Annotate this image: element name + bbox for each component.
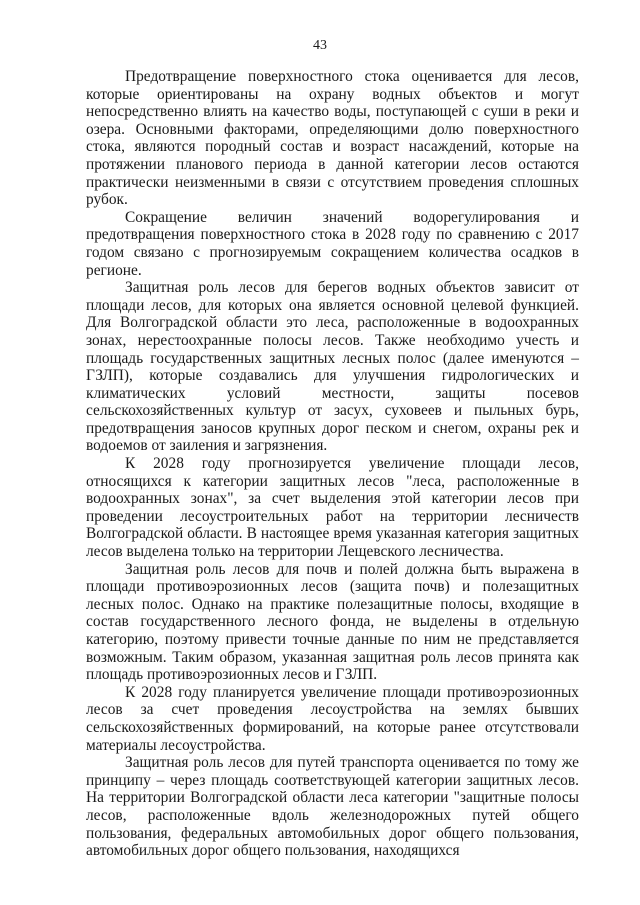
paragraph-water-protection-zones: К 2028 году прогнозируется увеличение площади лесов, относящихся к категории защитных лесов "леса, расположенные в водоохранных зонах", за счет выделения этой категории лесов при проведении лесоустроительных работ на территории лесничеств Волгоградской области. В настоящее время указанная категория защитных лесов выделена только на территории Лещевского лесничества. xyxy=(86,455,579,561)
paragraph-surface-runoff: Предотвращение поверхностного стока оценивается для лесов, которые ориентированы на охрану водных объектов и могут непосредственно влиять на качество воды, поступающей с суши в реки и озера. Основными факторами, определяющими долю поверхностного стока, являются породный состав и возраст насаждений, которые на протяжении планового периода в данной категории лесов остаются практически неизменными в связи с отсутствием проведения сплошных рубок. xyxy=(86,68,579,209)
paragraph-transport-routes: Защитная роль лесов для путей транспорта оценивается по тому же принципу – через площадь соответствующей категории защитных лесов. На территории Волгоградской области леса категории "защитные полосы лесов, расположенные вдоль железнодорожных путей общего пользования, федеральных автомобильных дорог общего пользования, автомобильных дорог общего пользования, находящихся xyxy=(86,754,579,860)
paragraph-water-regulation: Сокращение величин значений водорегулирования и предотвращения поверхностного стока в 2028 году по сравнению с 2017 годом связано с прогнозируемым сокращением количества осадков в регионе. xyxy=(86,208,579,279)
paragraph-soil-protection: Защитная роль лесов для почв и полей должна быть выражена в площади противоэрозионных лесов (защита почв) и полезащитных лесных полос. Однако на практике полезащитные полосы, входящие в состав государственного лесного фонда, не выделены в отдельную категорию, поэтому привести точные данные по ним не представляется возможным. Таким образом, указанная защитная роль лесов принята как площадь противоэрозионных лесов и ГЗЛП. xyxy=(86,560,579,684)
page-number: 43 xyxy=(313,38,327,53)
paragraph-water-banks: Защитная роль лесов для берегов водных объектов зависит от площади лесов, для которых она является основной целевой функцией. Для Волгоградской области это леса, расположенные в водоохранных зонах, нерестоохранные полосы лесов. Также необходимо учесть и площадь государственных защитных лесных полос (далее именуются – ГЗЛП), которые создавались для улучшения гидрологических и климатических условий местности, защиты посевов сельскохозяйственных культур от засух, суховеев и пыльных бурь, предотвращения заносов крупных дорог песком и снегом, охраны рек и водоемов от заиления и загрязнения. xyxy=(86,279,579,455)
paragraph-anti-erosion-forests: К 2028 году планируется увеличение площади противоэрозионных лесов за счет проведения лесоустройства на землях бывших сельскохозяйственных формирований, на которые ранее отсутствовали материалы лесоустройства. xyxy=(86,683,579,754)
document-body xyxy=(86,68,579,860)
